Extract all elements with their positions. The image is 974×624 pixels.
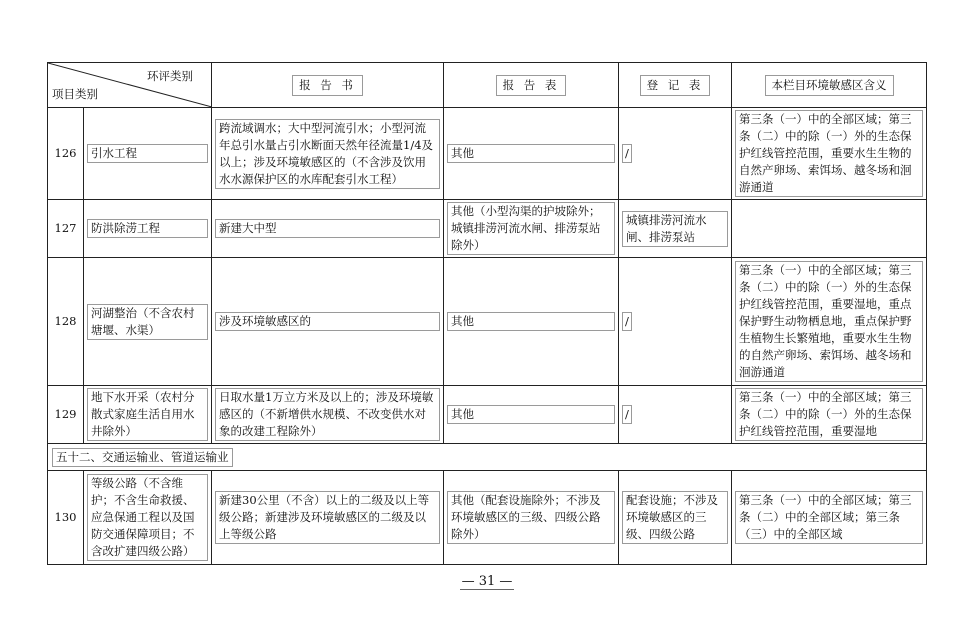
page-number: — 31 — (461, 574, 513, 589)
header-project-label: 项目类别 (52, 87, 98, 101)
table-row (48, 108, 927, 200)
sensitive-area-cell: 第三条（一）中的全部区域；第三条（二）中的全部区域；第三条（三）中的全部区域 (732, 471, 927, 565)
project-name: 河湖整治（不含农村塘堰、水渠） (84, 258, 212, 386)
report-table-cell: 其他 (444, 386, 619, 444)
register-cell: 城镇排涝河流水闸、排涝泵站 (619, 200, 732, 258)
report-table-cell: 其他（配套设施除外；不涉及环境敏感区的三级、四级公路除外） (444, 471, 619, 565)
report-table-cell: 其他（小型沟渠的护坡除外；城镇排涝河流水闸、排涝泵站除外） (444, 200, 619, 258)
header-register-table: 登 记 表 (619, 63, 732, 108)
report-book-cell: 新建大中型 (212, 200, 444, 258)
sensitive-area-cell: 第三条（一）中的全部区域；第三条（二）中的除（一）外的生态保护红线管控范围，重要湿地 (732, 386, 927, 444)
register-cell: / (619, 108, 732, 200)
header-report-table: 报 告 表 (444, 63, 619, 108)
table-row (48, 386, 927, 444)
row-number: 129 (48, 386, 84, 444)
page-footer (0, 574, 974, 590)
header-report-book: 报 告 书 (212, 63, 444, 108)
row-number: 128 (48, 258, 84, 386)
sensitive-area-cell (732, 200, 927, 258)
section-header-row (48, 444, 927, 471)
header-sensitive-area: 本栏目环境敏感区含义 (732, 63, 927, 108)
register-cell: / (619, 258, 732, 386)
section-title: 五十二、交通运输业、管道运输业 (48, 444, 927, 471)
environmental-assessment-table (47, 62, 927, 565)
project-name: 地下水开采（农村分散式家庭生活自用水井除外） (84, 386, 212, 444)
report-table-cell: 其他 (444, 108, 619, 200)
sensitive-area-cell: 第三条（一）中的全部区域；第三条（二）中的除（一）外的生态保护红线管控范围，重要湿地，重点保护野生动物栖息地，重点保护野生植物生长繁殖地，重要水生生物的自然产卵场、索饵场、越冬场和洄游通道 (732, 258, 927, 386)
register-cell: / (619, 386, 732, 444)
project-name: 引水工程 (84, 108, 212, 200)
table-row (48, 258, 927, 386)
table-row (48, 200, 927, 258)
report-table-cell: 其他 (444, 258, 619, 386)
header-row (48, 63, 927, 108)
project-name: 等级公路（不含维护；不含生命救援、应急保通工程以及国防交通保障项目；不含改扩建四级公路） (84, 471, 212, 565)
header-type-label: 环评类别 (147, 69, 193, 83)
diagonal-header-cell (48, 63, 212, 108)
project-name: 防洪除涝工程 (84, 200, 212, 258)
row-number: 126 (48, 108, 84, 200)
sensitive-area-cell: 第三条（一）中的全部区域；第三条（二）中的除（一）外的生态保护红线管控范围，重要水生生物的自然产卵场、索饵场、越冬场和洄游通道 (732, 108, 927, 200)
register-cell: 配套设施；不涉及环境敏感区的三级、四级公路 (619, 471, 732, 565)
report-book-cell: 新建30公里（不含）以上的二级及以上等级公路；新建涉及环境敏感区的二级及以上等级公路 (212, 471, 444, 565)
table-row (48, 471, 927, 565)
row-number: 130 (48, 471, 84, 565)
report-book-cell: 日取水量1万立方米及以上的；涉及环境敏感区的（不新增供水规模、不改变供水对象的改建工程除外） (212, 386, 444, 444)
row-number: 127 (48, 200, 84, 258)
report-book-cell: 涉及环境敏感区的 (212, 258, 444, 386)
report-book-cell: 跨流域调水；大中型河流引水；小型河流年总引水量占引水断面天然年径流量1/4及以上；涉及环境敏感区的（不含涉及饮用水水源保护区的水库配套引水工程） (212, 108, 444, 200)
